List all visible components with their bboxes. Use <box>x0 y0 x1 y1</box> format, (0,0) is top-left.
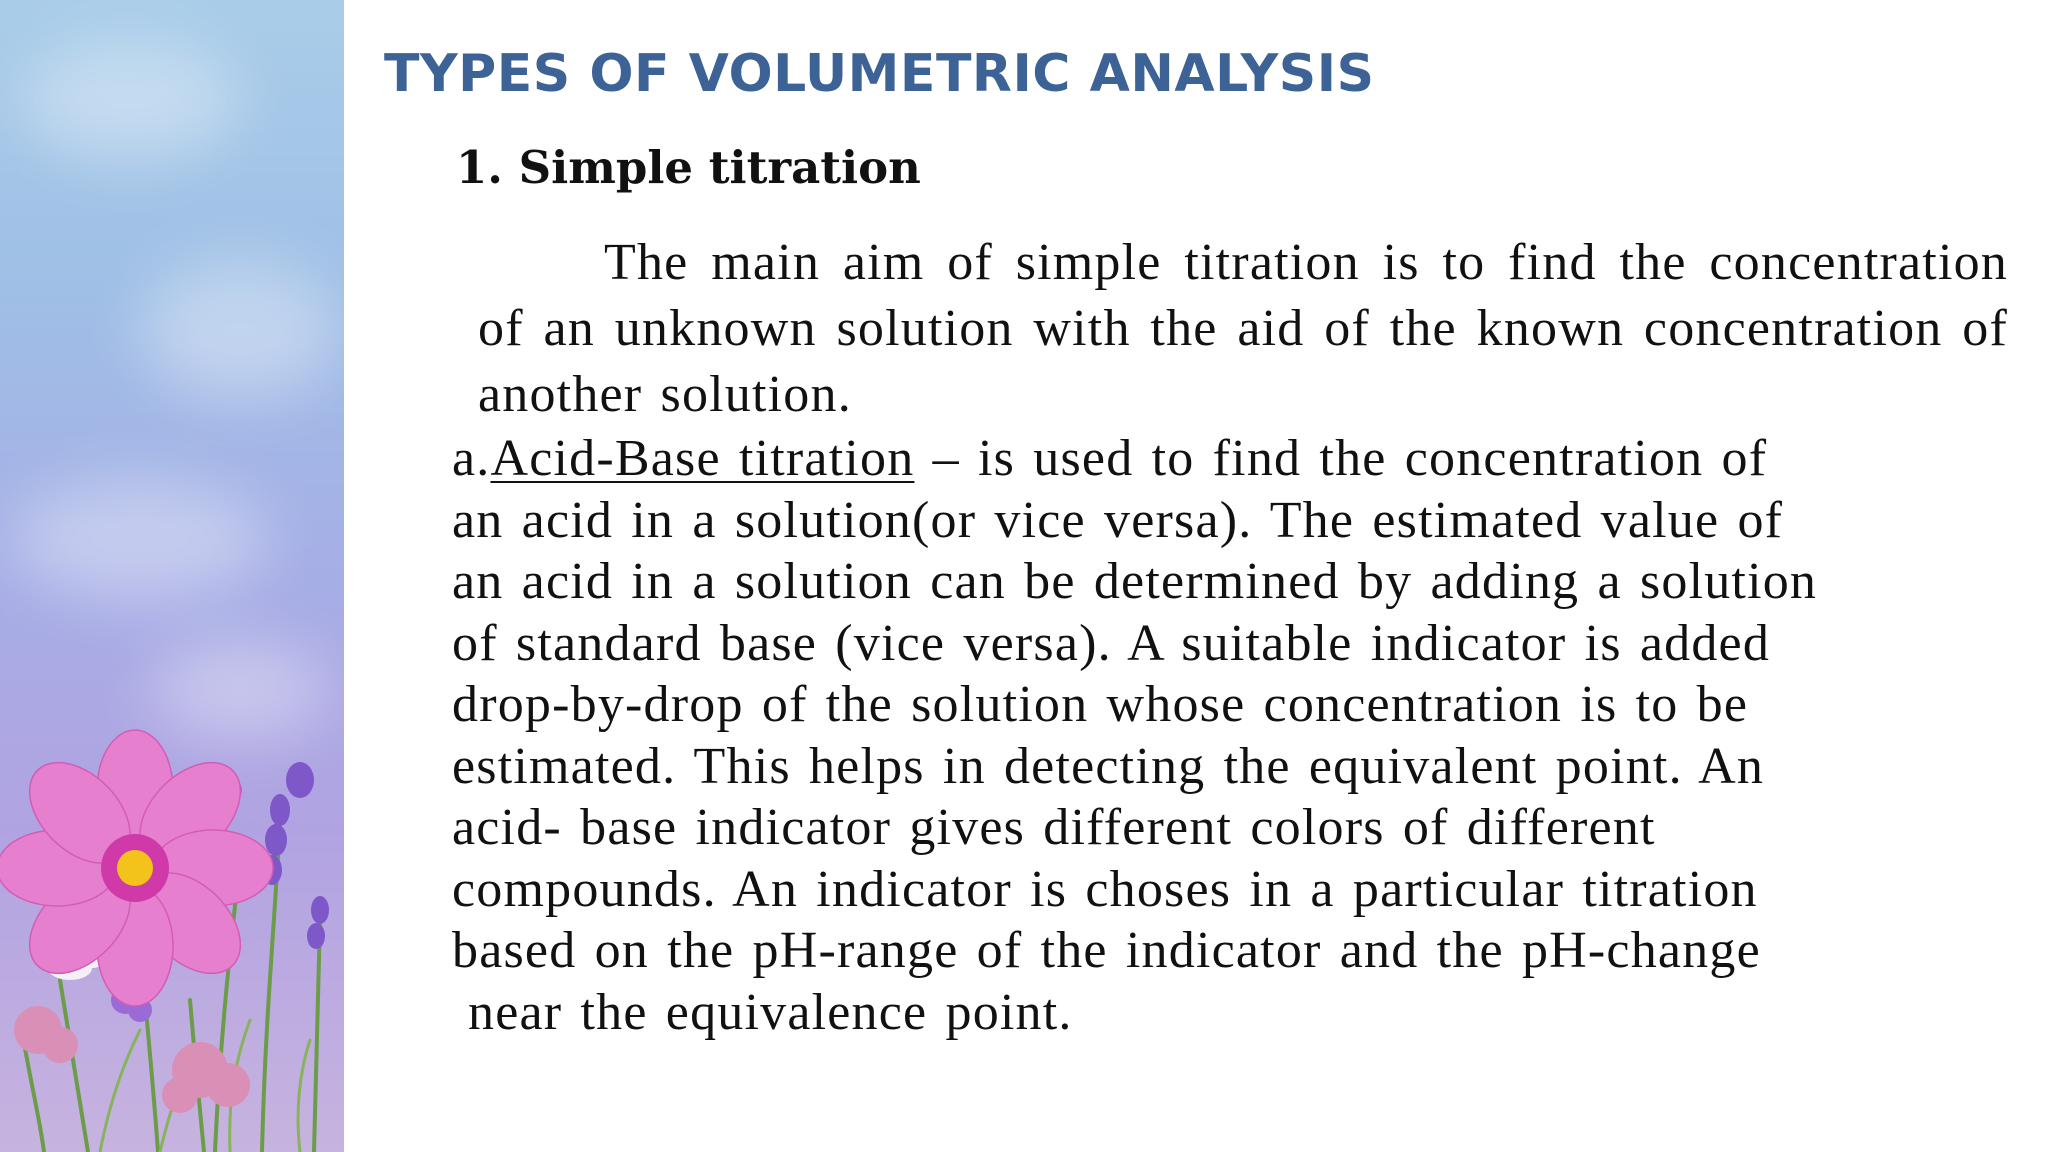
slide-title: TYPES OF VOLUMETRIC ANALYSIS <box>384 44 1375 104</box>
paragraph-line: compounds. An indicator is choses in a particular titration <box>452 860 1758 918</box>
acid-base-paragraph <box>452 428 2022 1043</box>
paragraph-line: an acid in a solution(or vice versa). The estimated value of <box>452 491 1784 549</box>
paragraph-line: an acid in a solution can be determined by adding a solution <box>452 553 1818 610</box>
section-heading: 1. Simple titration <box>456 141 921 194</box>
slide-content <box>344 0 2048 1152</box>
wildflowers-illustration <box>0 700 344 1152</box>
paragraph-line: drop-by-drop of the solution whose concentration is to be <box>452 676 1749 733</box>
section-term: Acid-Base titration <box>490 430 915 487</box>
paragraph-line <box>452 428 2022 490</box>
paragraph-line: near the equivalence point. <box>468 983 1073 1041</box>
paragraph-line: acid- base indicator gives different colors of different <box>452 799 1656 856</box>
paragraph-line: of standard base (vice versa). A suitable indicator is added <box>452 614 1771 672</box>
paragraph-line: estimated. This helps in detecting the equivalent point. An <box>452 737 1765 795</box>
cosmos-flower-icon <box>0 730 273 1006</box>
paragraph-line-text: – is used to find the concentration of <box>914 430 1768 487</box>
sky-and-wildflowers-image <box>0 0 344 1152</box>
section-prefix: a. <box>452 430 491 487</box>
paragraph-line: based on the pH-range of the indicator and the pH-change <box>452 922 1761 979</box>
intro-paragraph: The main aim of simple titration is to find the concentration of an unknown solution with the aid of the known concentration of another solution. <box>478 234 2008 423</box>
